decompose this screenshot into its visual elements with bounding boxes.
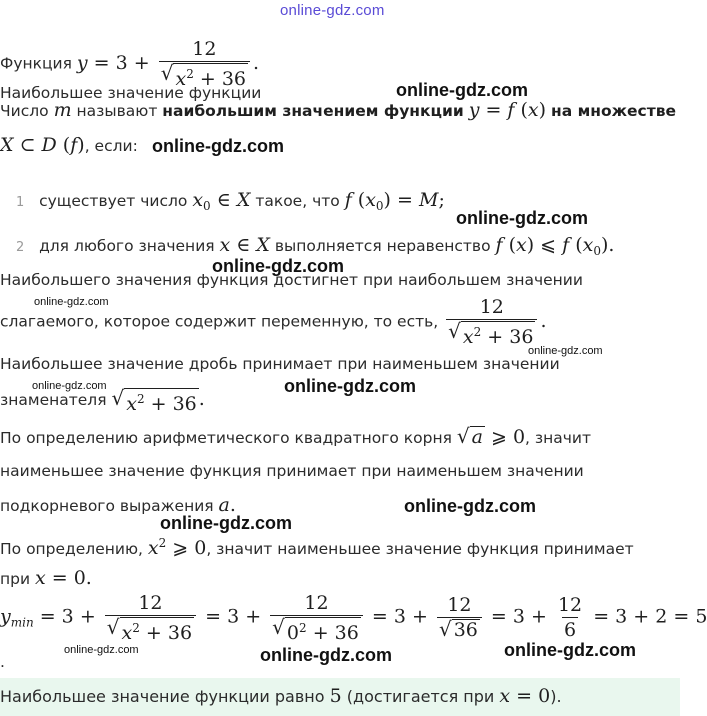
paragraph-2-line-2: знаменателя √ $x^2 + 36$ .	[0, 386, 205, 415]
watermark: online-gdz.com	[212, 256, 344, 276]
paragraph-1-line-2: слагаемого, которое содержит переменную, то есть, 12 √ $x^2 + 36$ .	[0, 296, 547, 348]
watermark: online-gdz.com	[34, 296, 109, 308]
watermark: online-gdz.com	[396, 80, 528, 100]
definition-line-1: Число m называют наибольшим значением функции y = f (x) на множестве	[0, 99, 677, 121]
watermark: online-gdz.com	[160, 513, 292, 533]
condition-item-1: 1 существует число $x_0$ ∈ X такое, что f $(x_0) = M$;	[16, 189, 445, 213]
watermark: online-gdz.com	[260, 645, 392, 665]
watermark: online-gdz.com	[152, 136, 284, 156]
watermark: online-gdz.com	[32, 380, 107, 392]
paragraph-4-line-1: По определению, $x^2$ ⩾ 0, значит наименьшее значение функция принимает	[0, 536, 634, 559]
watermark: online-gdz.com	[528, 345, 603, 357]
trailing-dot: .	[0, 653, 5, 671]
paragraph-2-line-1: Наибольшее значение дробь принимает при наименьшем значении	[0, 355, 560, 373]
paragraph-4-line-2: при x = 0.	[0, 567, 92, 589]
watermark: online-gdz.com	[284, 376, 416, 396]
watermark: online-gdz.com	[64, 644, 139, 656]
paragraph-3-line-1: По определению арифметического квадратного корня √ a ⩾ 0, значит	[0, 424, 592, 448]
truncated-line: Наибольшее значение функции	[0, 84, 262, 102]
condition-item-2: 2 для любого значения x ∈ X выполняется неравенство f (x) ⩽ f $(x_0)$.	[16, 234, 615, 258]
watermark-top: online-gdz.com	[280, 2, 385, 19]
function-formula: y = 3 + 12 √ $x^2 + 36$ .	[76, 38, 260, 90]
paragraph-1-line-1: Наибольшего значения функция достигнет при наибольшем значении	[0, 271, 583, 289]
definition-line-2: X ⊂ D (f), если:	[0, 134, 138, 156]
watermark: online-gdz.com	[404, 496, 536, 516]
watermark: online-gdz.com	[504, 640, 636, 660]
calculation-equation: $y_{min} = 3$ + 12 √ $x^2 + 36$ = 3 + 12 √ $0^2 + 36$ = 3 + 12 √ 36 = 3 + $\frac{12}{6}$ = 3 + 2 = 5	[0, 592, 707, 644]
watermark: online-gdz.com	[456, 208, 588, 228]
paragraph-3-line-3: подкорневого выражения a.	[0, 494, 236, 516]
paragraph-3-line-2: наименьшее значение функция принимает при наименьшем значении	[0, 462, 584, 480]
answer-line: Наибольшее значение функции равно 5 (достигается при x = 0).	[0, 685, 562, 707]
function-label: Функция	[0, 54, 72, 73]
function-line	[0, 38, 259, 89]
